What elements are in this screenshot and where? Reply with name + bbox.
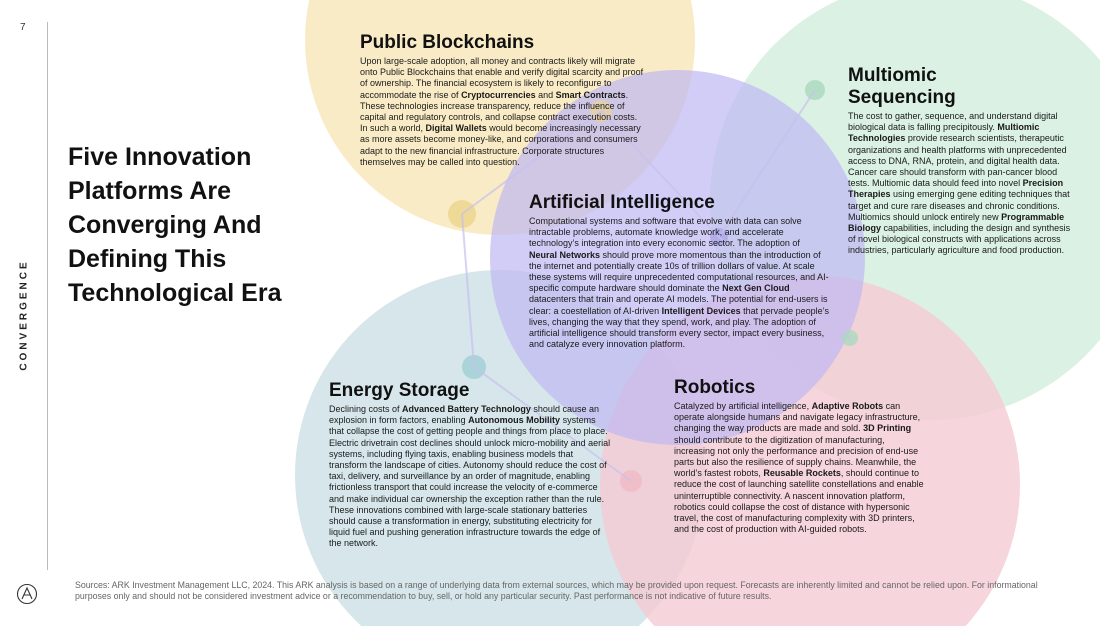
highlighted-term: Autonomous Mobility	[468, 415, 561, 426]
text-run: provide research scientists, therapeutic organizations and health platforms with unprecedented access to DNA, RNA, protein, and digital health data. Cancer care should transform with pan-cancer blood tests. Multiomic data should feed into novel	[848, 133, 1067, 189]
highlighted-term: Advanced Battery Technology	[402, 404, 531, 414]
text-run: capabilities, including the design and synthesis of novel biological constructs with applications across industries, particularly agriculture and food production.	[848, 223, 1071, 256]
highlighted-term: Reusable Rockets	[763, 468, 841, 479]
page-title: Five Innovation Platforms Are Converging And Defining This Technological Era	[68, 143, 282, 307]
energy-text	[329, 404, 613, 550]
text-run: Catalyzed by artificial intelligence,	[674, 401, 812, 411]
text-run: should prove more momentous than the introduction of the internet and potentially create 10s of trillion dollars of value. At scale these systems will require unprecedented computational resources, and AI-specific compute hardware should dominate the	[529, 249, 829, 294]
text-run: datacenters that train and operate AI models. The potential for end-users is clear: a coestellation of AI-driven	[529, 294, 828, 316]
text-run: Upon large-scale adoption, all money and contracts likely will migrate onto Public Blockchains that enable and verify digital scarcity and proof of ownership. The financial ecosystem is likely to reconfigure to accommodate the rise of	[360, 56, 644, 100]
blockchain-section	[360, 32, 645, 168]
highlighted-term: Next Gen Cloud	[722, 283, 790, 294]
text-run: would become increasingly necessary as more assets become money-like, and corporations and consumers adapt to the new financial infrastructure. Corporate structures themselves may be called into question.	[360, 123, 641, 167]
section-label: CONVERGENCE	[18, 259, 30, 371]
highlighted-term: Digital Wallets	[425, 123, 487, 134]
text-run: systems that collapse the cost of getting people and things from place to place. Electric drivetrain cost declines should unlock micro-mobility and aerial systems, including flying taxis, enabling business models that transform the landscape of cities. Autonomy should reduce the cost of taxi, delivery, and surveillance by an order of magnitude, enabling frictionless transport that could increase the velocity of e-commerce and make individual car ownership the exception rather than the rule. These innovations combined with large-scale stationary batteries should cause a transformation in energy, substituting electricity for liquid fuel and pushing generation infrastructure towards the edge of the network.	[329, 415, 611, 549]
text-run: and	[535, 89, 556, 100]
robotics-section	[674, 377, 926, 535]
text-run: Computational systems and software that evolve with data can solve intractable problems, automate knowledge work, and accelerate technology’s integration into every economic sector. The adoption of	[529, 216, 802, 249]
robotics-text	[674, 401, 926, 535]
ai-title: Artificial Intelligence	[529, 192, 715, 213]
text-run: can operate alongside humans and navigate legacy infrastructure, changing the way products are made and sold.	[674, 401, 921, 434]
highlighted-term: Smart Contracts	[555, 89, 626, 100]
text-run: The cost to gather, sequence, and understand digital biological data is falling precipitously.	[848, 111, 1058, 133]
highlighted-term: Cryptocurrencies	[461, 89, 536, 100]
page-number: 7	[20, 22, 26, 33]
highlighted-term: Neural Networks	[529, 249, 601, 260]
highlighted-term: Precision Therapies	[848, 178, 1064, 200]
text-run: , should continue to reduce the cost of launching satellite constellations and enable uninterruptible connectivity. A nascent innovation platform, robotics could collapse the cost of distance with hypersonic travel, the cost of manufacturing complexity with 3D printers, and the cost of production with AI-guided robots.	[674, 468, 924, 535]
energy-title: Energy Storage	[329, 380, 470, 401]
text-run: using emerging gene editing techniques that target and cure rare diseases and chronic conditions. Multiomics should unlock entirely new	[848, 189, 1070, 222]
ai-text	[529, 216, 829, 350]
multiomic-text	[848, 111, 1076, 257]
highlighted-term: Intelligent Devices	[661, 305, 741, 316]
text-run: . These technologies increase transparency, reduce the influence of capital and regulatory controls, and collapse contract execution costs. In such a world,	[360, 89, 638, 134]
side-divider	[47, 22, 48, 570]
text-run: should contribute to the digitization of manufacturing, increasing not only the performance and precision of end-use parts but also the resilience of supply chains. Meanwhile, the world’s fastest robots,	[674, 434, 919, 479]
text-run: should cause an explosion in form factors, enabling	[329, 404, 599, 426]
multiomic-section	[848, 65, 1076, 257]
blockchain-title: Public Blockchains	[360, 32, 535, 53]
energy-section	[329, 380, 613, 550]
highlighted-term: Multiomic Technologies	[848, 122, 1040, 144]
highlighted-term: 3D Printing	[863, 423, 912, 434]
ai-section	[529, 192, 829, 350]
source-disclaimer: Sources: ARK Investment Management LLC, 2024. This ARK analysis is based on a range of underlying data from external sources, which may be provided upon request. Forecasts are inherently limited and cannot be relied upon. For informational purposes only and should not be considered investment advice or a recommendation to buy, sell, or hold any particular security. Past performance is not indicative of future results.	[75, 580, 1038, 601]
text-run: Declining costs of	[329, 404, 403, 414]
highlighted-term: Adaptive Robots	[811, 401, 884, 411]
multiomic-title: Multiomic Sequencing	[848, 65, 956, 108]
text-run: that pervade people’s lives, changing the way that they spend, work, and play. The adoption of artificial intelligence should transform every sector, impact every business, and catalyze every innovation platform.	[529, 305, 830, 350]
highlighted-term: Programmable Biology	[848, 211, 1065, 234]
blockchain-text	[360, 56, 645, 168]
robotics-title: Robotics	[674, 377, 756, 398]
ark-logo-icon	[16, 583, 38, 605]
